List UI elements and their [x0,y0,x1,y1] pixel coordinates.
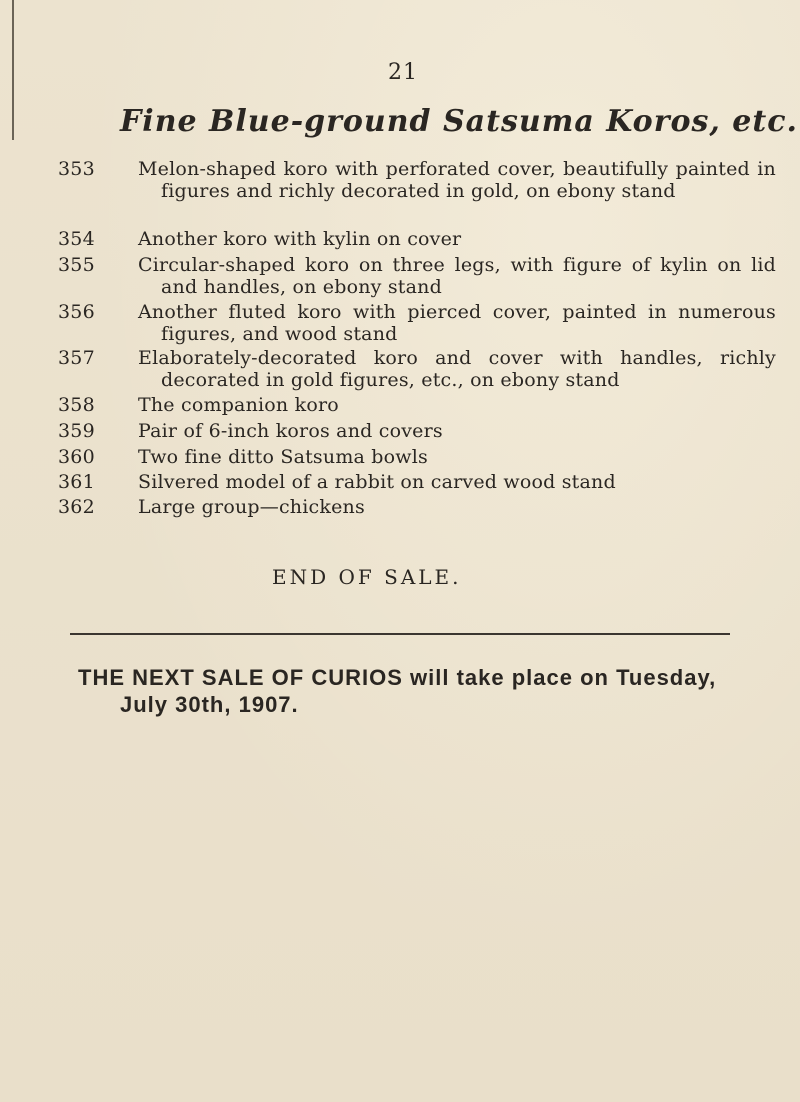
lot-description: Elaborately-decorated koro and cover with handles, richly decorated in gold figures, etc., on ebony stand [138,347,776,391]
margin-rule [0,0,14,140]
lot-number: 353 [58,158,95,180]
lot-description: Silvered model of a rabbit on carved wood stand [138,471,616,493]
lot-description: Two fine ditto Satsuma bowls [138,446,428,468]
lot-description: Large group—chickens [138,496,365,518]
lot-number: 359 [58,420,95,442]
lot-number: 360 [58,446,95,468]
section-heading: Fine Blue-ground Satsuma Koros, etc. [120,104,798,139]
lot-number: 354 [58,228,95,250]
lot-number: 358 [58,394,95,416]
next-sale-date: July 30th, 1907. [120,692,299,717]
divider-rule [70,633,730,635]
lot-number: 356 [58,301,95,323]
lot-description: Melon-shaped koro with perforated cover, beautifully painted in figures and richly decorated in gold, on ebony stand [138,158,776,202]
next-sale-notice: THE NEXT SALE OF CURIOS will take place on Tuesday, [78,665,717,690]
lot-description: Another koro with kylin on cover [138,228,462,250]
lot-number: 355 [58,254,95,276]
lot-description: The companion koro [138,394,339,416]
lot-number: 361 [58,471,95,493]
lot-description: Pair of 6-inch koros and covers [138,420,443,442]
lot-number: 357 [58,347,95,369]
lot-number: 362 [58,496,95,518]
page-number: 21 [388,60,418,85]
end-of-sale: END OF SALE. [272,565,462,589]
lot-description: Another fluted koro with pierced cover, painted in numerous figures, and wood stand [138,301,776,345]
lot-description: Circular-shaped koro on three legs, with figure of kylin on lid and handles, on ebony stand [138,254,776,298]
